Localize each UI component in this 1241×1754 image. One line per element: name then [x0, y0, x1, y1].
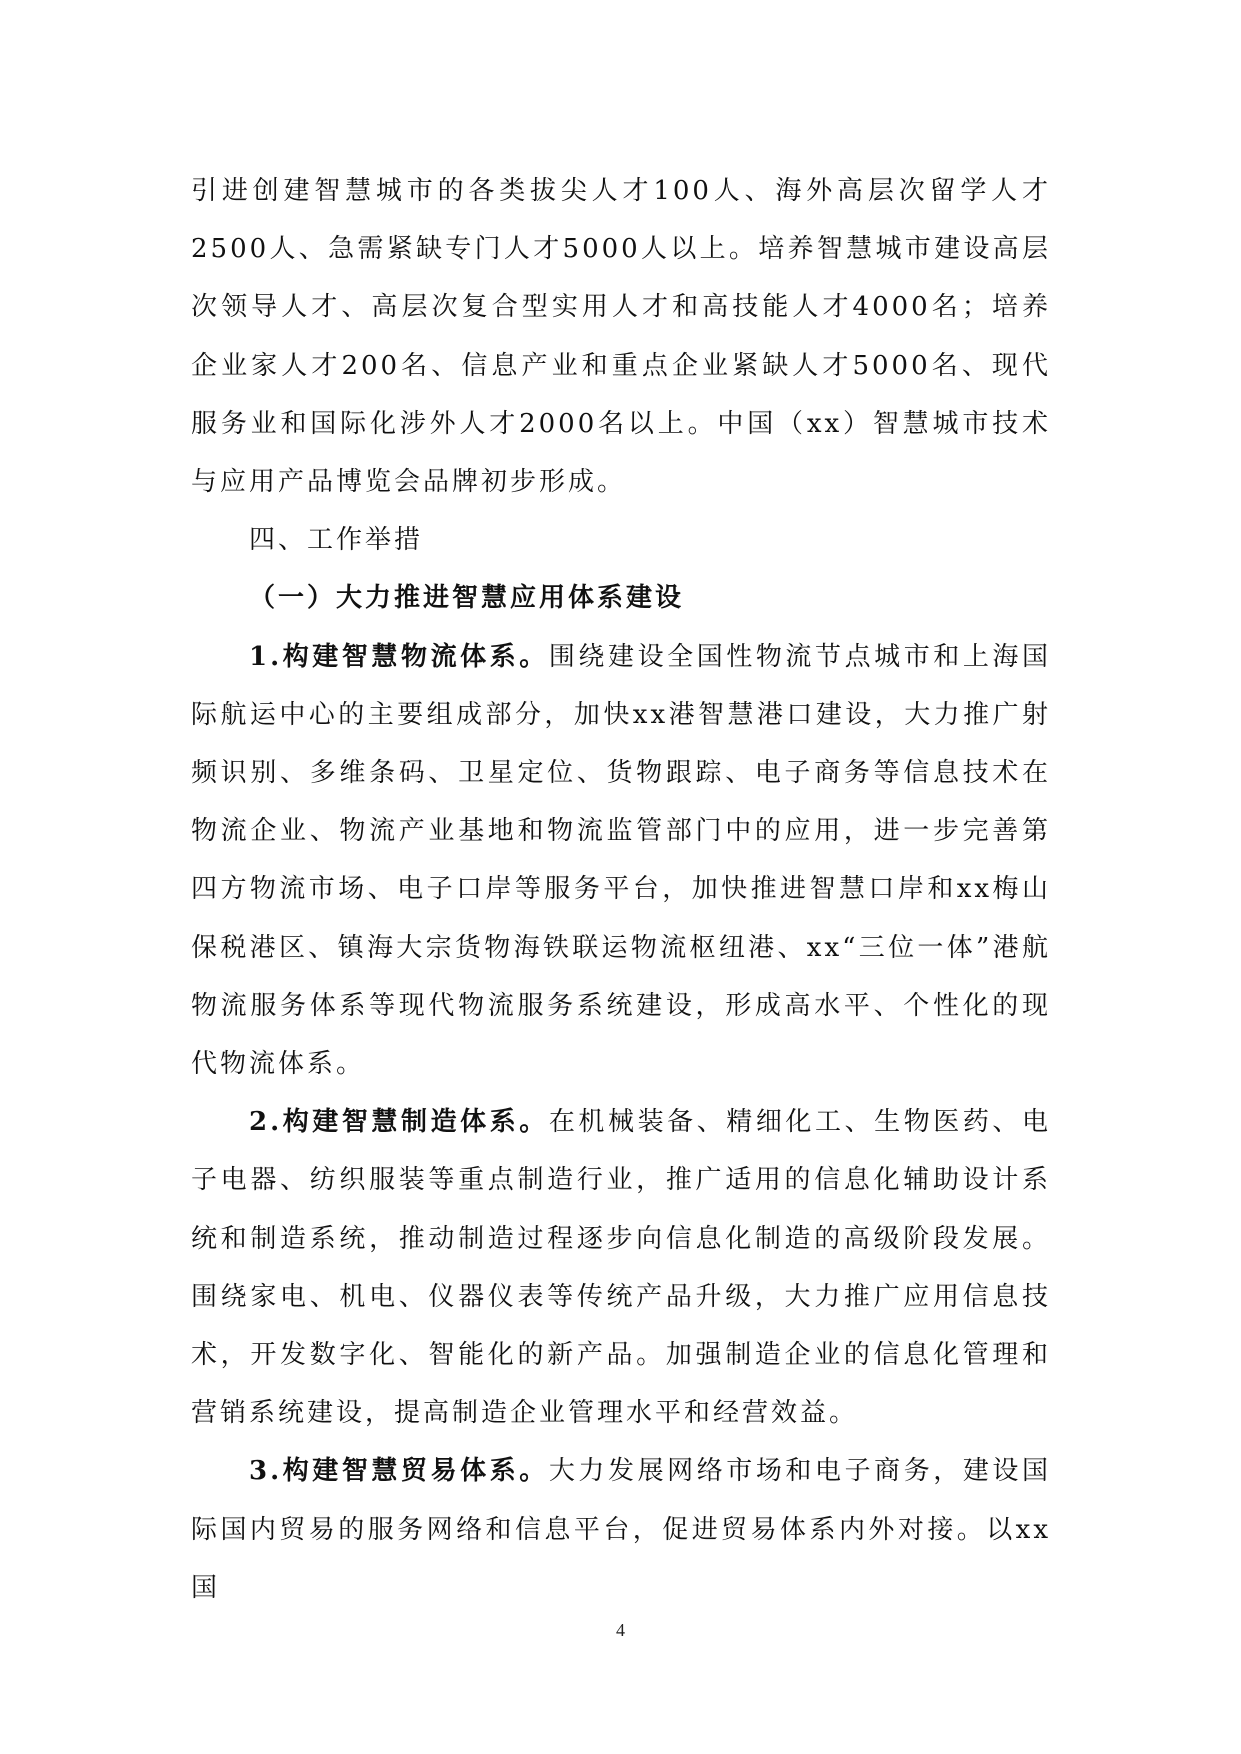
page-number: 4	[616, 1620, 625, 1640]
item-title-trade: 3.构建智慧贸易体系。	[249, 1456, 549, 1487]
paragraph-smart-manufacturing	[191, 1093, 1051, 1442]
item-body-logistics: 围绕建设全国性物流节点城市和上海国际航运中心的主要组成部分，加快xx港智慧港口建设，大力推广射频识别、多维条码、卫星定位、货物跟踪、电子商务等信息技术在物流企业、物流产业基地和物流监管部门中的应用，进一步完善第四方物流市场、电子口岸等服务平台，加快推进智慧口岸和xx梅山保税港区、镇海大宗货物海铁联运物流枢纽港、xx“三位一体”港航物流服务体系等现代物流服务系统建设，形成高水平、个性化的现代物流体系。	[191, 641, 1051, 1080]
section-heading-work-measures: 四、工作举措	[249, 525, 424, 556]
paragraph-smart-logistics	[191, 628, 1051, 1094]
paragraph-smart-trade	[191, 1442, 1051, 1617]
item-body-manufacturing: 在机械装备、精细化工、生物医药、电子电器、纺织服装等重点制造行业，推广适用的信息化辅助设计系统和制造系统，推动制造过程逐步向信息化制造的高级阶段发展。围绕家电、机电、仪器仪表等传统产品升级，大力推广应用信息技术，开发数字化、智能化的新产品。加强制造企业的信息化管理和营销系统建设，提高制造企业管理水平和经营效益。	[191, 1107, 1051, 1429]
item-title-manufacturing: 2.构建智慧制造体系。	[249, 1107, 549, 1138]
item-body-trade: 大力发展网络市场和电子商务，建设国际国内贸易的服务网络和信息平台，促进贸易体系内外对接。以xx国	[191, 1456, 1051, 1603]
item-title-logistics: 1.构建智慧物流体系。	[249, 641, 549, 672]
paragraph-talent-goals: 引进创建智慧城市的各类拔尖人才100人、海外高层次留学人才2500人、急需紧缺专门人才5000人以上。培养智慧城市建设高层次领导人才、高层次复合型实用人才和高技能人才4000名；培养企业家人才200名、信息产业和重点企业紧缺人才5000名、现代服务业和国际化涉外人才2000名以上。中国（xx）智慧城市技术与应用产品博览会品牌初步形成。	[191, 176, 1051, 498]
subsection-heading-smart-application: （一）大力推进智慧应用体系建设	[249, 583, 685, 614]
body-text	[191, 162, 1051, 1617]
